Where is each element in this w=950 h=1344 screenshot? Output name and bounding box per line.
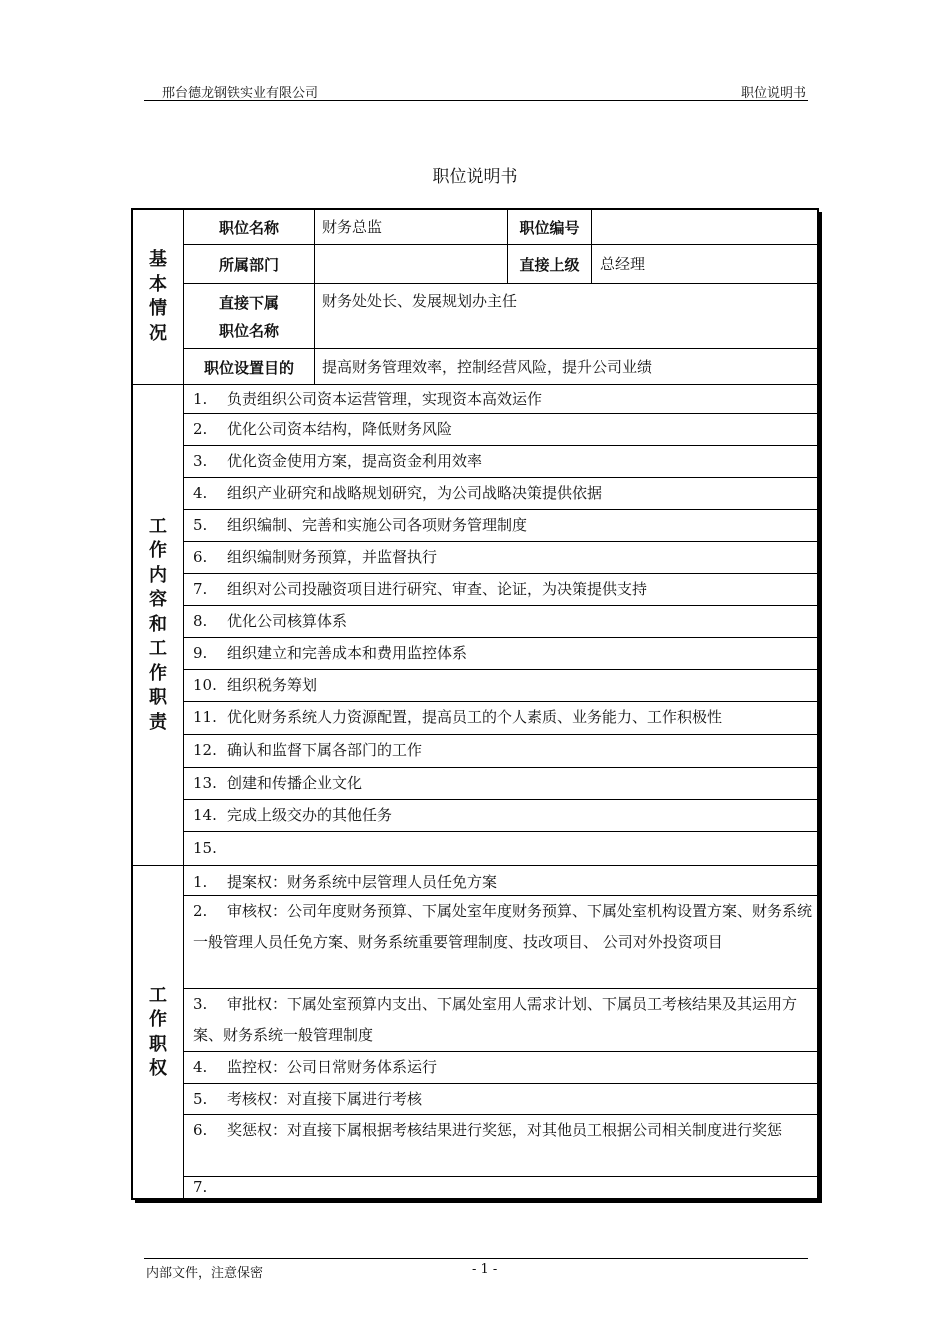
- table-shadow-right: [819, 212, 822, 1203]
- duty-text: 优化财务系统人力资源配置，提高员工的个人素质、业务能力、工作积极性: [227, 708, 723, 726]
- duty-number: 5.: [193, 516, 208, 534]
- duty-text: 优化公司资本结构，降低财务风险: [227, 420, 453, 438]
- basic-row-divider-1: [184, 244, 817, 245]
- authority-number: 6.: [193, 1121, 208, 1139]
- duty-text: 组织编制财务预算，并监督执行: [227, 548, 438, 566]
- section-label-basic: [133, 210, 183, 384]
- authority-item: [193, 1115, 813, 1146]
- duty-item: [193, 605, 347, 637]
- section-label-char: 本: [149, 273, 167, 295]
- duty-text: 确认和监督下属各部门的工作: [227, 741, 423, 759]
- department-label: 所属部门: [218, 256, 279, 274]
- subordinate-label-line2: 职位名称: [218, 322, 279, 340]
- position-code-label: 职位编号: [519, 219, 580, 237]
- section-label-char: 作: [149, 662, 167, 684]
- duty-number: 13.: [193, 774, 217, 792]
- section-label-char: 情: [149, 298, 167, 319]
- superior-value: 总经理: [600, 255, 646, 273]
- duty-number: 1.: [193, 390, 208, 408]
- duty-number: 6.: [193, 548, 208, 566]
- duty-item: [193, 799, 392, 831]
- authority-number: 5.: [193, 1090, 208, 1108]
- duty-item: [193, 637, 467, 669]
- duty-text: 组织建立和完善成本和费用监控体系: [227, 644, 468, 662]
- duty-number: 7.: [193, 580, 208, 598]
- authority-text: 监控权：公司日常财务体系运行: [227, 1058, 438, 1076]
- section-label-char: 基: [149, 249, 167, 270]
- duty-text: 负责组织公司资本运营管理，实现资本高效运作: [227, 390, 543, 408]
- authority-item: [193, 1084, 813, 1115]
- duty-item: [193, 477, 602, 509]
- duty-item: [193, 413, 452, 445]
- duty-number: 12.: [193, 741, 217, 759]
- document-title: 职位说明书: [432, 167, 518, 187]
- section-label-char: 权: [149, 1058, 167, 1079]
- section-label-duties: [133, 385, 183, 865]
- section-label-authority: [133, 866, 183, 1199]
- company-name: 邢台德龙钢铁实业有限公司: [162, 86, 319, 101]
- duty-number: 15.: [193, 839, 217, 857]
- duty-text: 组织产业研究和战略规划研究，为公司战略决策提供依据: [227, 484, 603, 502]
- authority-text: 提案权：财务系统中层管理人员任免方案: [227, 873, 498, 891]
- duty-number: 4.: [193, 484, 208, 502]
- duty-number: 10.: [193, 676, 217, 694]
- subordinate-label-line1: 直接下属: [218, 294, 279, 312]
- authority-text: 奖惩权：对直接下属根据考核结果进行奖惩，对其他员工根据公司相关制度进行奖惩: [227, 1121, 783, 1139]
- basic-row-divider-3: [184, 348, 817, 349]
- duty-text: 组织对公司投融资项目进行研究、审查、论证，为决策提供支持: [227, 580, 648, 598]
- authority-item: [193, 896, 813, 958]
- section-label-char: 职: [149, 687, 167, 709]
- page-number: - 1 -: [472, 1262, 498, 1277]
- duty-item: [193, 573, 647, 605]
- authority-number: 2.: [193, 902, 208, 920]
- duty-item: [193, 385, 542, 413]
- authority-text: 考核权：对直接下属进行考核: [227, 1090, 423, 1108]
- section-label-char: 责: [149, 711, 167, 733]
- position-name-value: 财务总监: [322, 218, 383, 236]
- subordinate-value: 财务处处长、发展规划办主任: [322, 292, 518, 310]
- duty-item: [193, 509, 527, 541]
- section-label-char: 容: [149, 589, 167, 611]
- section-label-char: 内: [149, 564, 167, 586]
- authority-number: 1.: [193, 873, 208, 891]
- table-shadow-bottom: [135, 1200, 822, 1203]
- superior-label: 直接上级: [519, 256, 580, 274]
- duty-item: [193, 445, 482, 477]
- duty-item: [193, 669, 317, 701]
- position-name-label: 职位名称: [218, 219, 279, 237]
- duty-text: 优化资金使用方案，提高资金利用效率: [227, 452, 483, 470]
- section-divider-2: [133, 865, 817, 866]
- basic-col-divider-4: [314, 348, 315, 384]
- section-label-char: 工: [149, 638, 167, 660]
- duty-number: 3.: [193, 452, 208, 470]
- section-label-char: 和: [149, 613, 167, 635]
- duty-number: 8.: [193, 612, 208, 630]
- duty-item: [193, 767, 362, 799]
- section-label-char: 工: [149, 984, 167, 1006]
- duty-item: [193, 541, 437, 573]
- duty-item: [193, 831, 227, 865]
- section-label-char: 工: [149, 515, 167, 537]
- duty-number: 9.: [193, 644, 208, 662]
- authority-item: [193, 867, 813, 898]
- authority-text: 审批权：下属处室预算内支出、下属处室用人需求计划、下属员工考核结果及其运用方案、财务系统一般管理制度: [193, 995, 798, 1044]
- page-header: [144, 82, 808, 101]
- section-label-char: 职: [149, 1033, 167, 1055]
- authority-item: [193, 1176, 813, 1199]
- basic-row-divider-2: [184, 283, 817, 284]
- duty-row-divider: [184, 831, 817, 832]
- footer-confidential: 内部文件，注意保密: [146, 1266, 264, 1281]
- authority-item: [193, 1052, 813, 1083]
- duty-number: 2.: [193, 420, 208, 438]
- duty-item: [193, 734, 422, 767]
- duty-number: 11.: [193, 708, 217, 726]
- purpose-label: 职位设置目的: [203, 359, 294, 377]
- duty-text: 优化公司核算体系: [227, 612, 348, 630]
- purpose-value: 提高财务管理效率，控制经营风险，提升公司业绩: [322, 358, 653, 376]
- section-label-char: 作: [149, 540, 167, 562]
- authority-number: 3.: [193, 995, 208, 1013]
- basic-col-divider-1: [314, 210, 315, 348]
- footer-rule: [144, 1258, 808, 1259]
- authority-number: 7.: [193, 1178, 208, 1196]
- header-doc-type: 职位说明书: [740, 86, 806, 101]
- duty-item: [193, 701, 722, 734]
- authority-item: [193, 989, 813, 1051]
- duty-text: 组织编制、完善和实施公司各项财务管理制度: [227, 516, 528, 534]
- basic-col-divider-3: [591, 210, 592, 283]
- section-label-char: 况: [149, 322, 167, 344]
- duty-number: 14.: [193, 806, 217, 824]
- duty-text: 创建和传播企业文化: [227, 774, 363, 792]
- section-label-char: 作: [149, 1009, 167, 1030]
- authority-text: 审核权：公司年度财务预算、下属处室年度财务预算、下属处室机构设置方案、财务系统一般管理人员任免方案、财务系统重要管理制度、技改项目、 公司对外投资项目: [193, 902, 813, 951]
- authority-number: 4.: [193, 1058, 208, 1076]
- duty-text: 完成上级交办的其他任务: [227, 806, 393, 824]
- duty-text: 组织税务筹划: [227, 676, 318, 694]
